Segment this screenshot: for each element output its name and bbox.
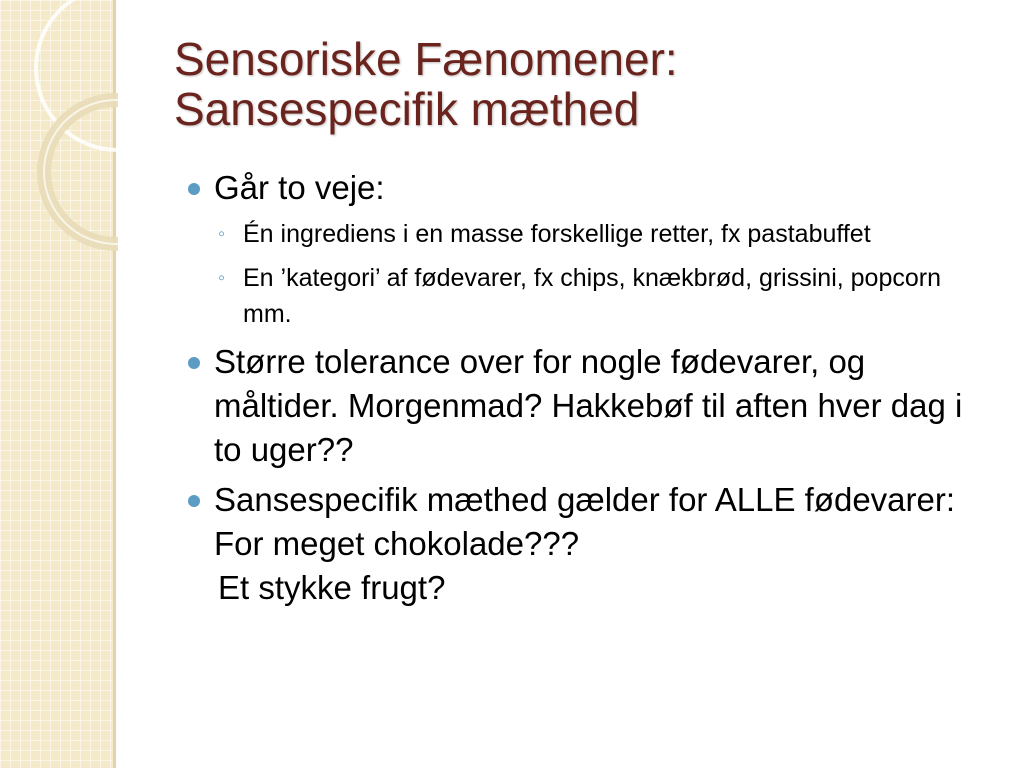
sub-bullet-text: Én ingrediens i en masse forskellige retter, fx pastabuffet [243,220,871,248]
bullet-text: Går to veje: [214,169,385,206]
bullet-dot-icon [188,357,200,369]
sub-bullet-item [188,216,983,252]
bullet-item [188,340,988,472]
bullet-item [188,166,988,210]
bullet-dot-icon [188,495,200,507]
bullet-text: Sansespecifik mæthed gælder for ALLE fødevarer: For meget chokolade??? [214,481,956,562]
sub-bullet-circle-icon: ◦ [218,267,226,289]
continuation-text: Et stykke frugt? [218,569,446,606]
decorative-circles [0,0,118,260]
slide-title-line-1: Sensoriske Fænomener: [174,33,678,85]
sub-bullet-circle-icon: ◦ [218,223,226,245]
slide-title-line-2: Sansespecifik mæthed [174,83,640,135]
slide-body [188,166,988,610]
bullet-dot-icon [188,183,200,195]
sub-bullet-item [188,260,983,332]
slide-title [174,34,678,134]
sub-bullet-text: En ’kategori’ af fødevarer, fx chips, knækbrød, grissini, popcorn mm. [243,264,941,328]
bullet-item [188,478,988,566]
bullet-text: Større tolerance over for nogle fødevarer, og måltider. Morgenmad? Hakkebøf til aften hver dag i to uger?? [214,343,963,468]
